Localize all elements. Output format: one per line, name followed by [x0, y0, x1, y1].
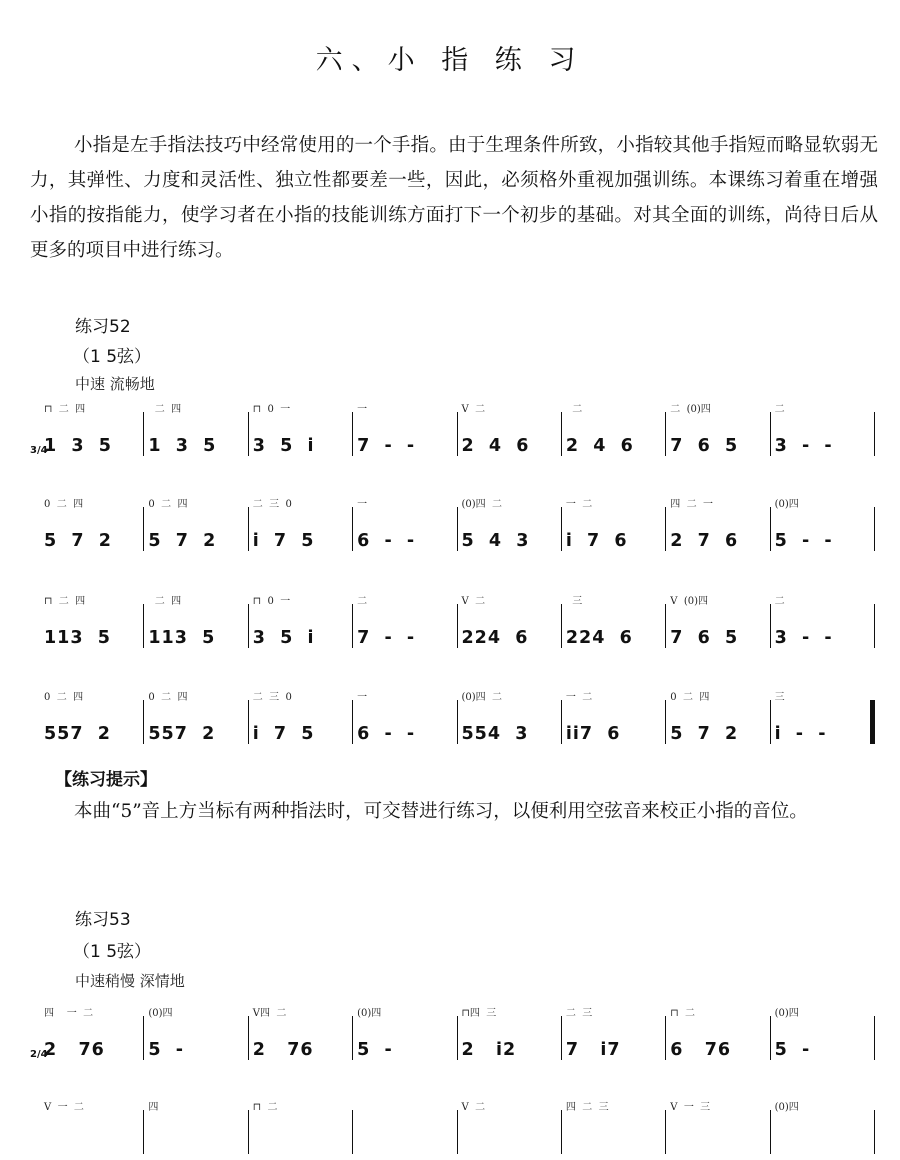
jianpu-notes: 5 7 2 — [44, 531, 112, 551]
fingering-marks: 二 四 — [148, 404, 182, 415]
measure — [562, 402, 666, 462]
measure — [353, 594, 457, 654]
measure — [144, 402, 248, 462]
fingering-marks: V (0)四 — [670, 596, 708, 607]
jianpu-notes: 7 - - — [357, 436, 416, 456]
exercise-53-tempo: 中速稍慢 深情地 — [75, 972, 185, 990]
measure — [353, 402, 457, 462]
fingering-marks: 二 三 0 — [252, 499, 292, 510]
bar-line — [874, 604, 875, 648]
fingering-marks: 二 — [357, 596, 368, 607]
jianpu-notes: 2 76 — [44, 1040, 105, 1060]
fingering-marks: 0 二 四 — [44, 692, 84, 703]
fingering-marks: ⊓ 二 四 — [44, 404, 86, 415]
jianpu-notes: 113 5 — [148, 628, 216, 648]
ex52-staff — [30, 690, 875, 750]
measure — [458, 1100, 562, 1160]
jianpu-notes: 2 i2 — [461, 1040, 517, 1060]
exercise-53-strings: （1 5弦） — [73, 942, 152, 962]
jianpu-notes: 3 5 i — [252, 628, 315, 648]
measure — [666, 594, 770, 654]
fingering-marks: 四 — [148, 1102, 159, 1113]
fingering-marks: (0)四 — [774, 1008, 799, 1019]
measure — [458, 690, 562, 750]
fingering-marks: (0)四 — [774, 499, 799, 510]
fingering-marks: (0)四 二 — [461, 499, 503, 510]
fingering-marks: 三 — [565, 596, 583, 607]
bar-line — [874, 1110, 875, 1154]
jianpu-notes: 554 3 — [461, 724, 529, 744]
measure — [249, 1100, 353, 1160]
measure — [458, 594, 562, 654]
measure — [562, 690, 666, 750]
jianpu-notes: 2 76 — [252, 1040, 314, 1060]
jianpu-notes: 5 - — [774, 1040, 811, 1060]
fingering-marks: V 一 三 — [670, 1102, 711, 1113]
fingering-marks: 0 二 四 — [148, 692, 188, 703]
fingering-marks: V四 二 — [252, 1008, 287, 1019]
measure — [353, 497, 457, 557]
measure — [144, 1100, 248, 1160]
jianpu-notes: 5 - — [148, 1040, 184, 1060]
measure — [771, 402, 875, 462]
measure — [249, 1006, 353, 1066]
hint-heading: 【练习提示】 — [55, 770, 157, 790]
fingering-marks: ⊓ 0 一 — [252, 596, 291, 607]
fingering-marks: 0 二 四 — [670, 692, 710, 703]
jianpu-notes: 5 7 2 — [148, 531, 217, 551]
jianpu-notes: 2 4 6 — [565, 436, 634, 456]
ex53-staff — [30, 1006, 875, 1066]
jianpu-notes: 6 76 — [670, 1040, 732, 1060]
hint-text: 本曲“5”音上方当标有两种指法时，可交替进行练习，以便利用空弦音来校正小指的音位。 — [74, 801, 808, 822]
jianpu-notes: 5 - - — [774, 531, 833, 551]
jianpu-notes: 7 - - — [357, 628, 416, 648]
measure — [40, 594, 144, 654]
measure — [666, 690, 770, 750]
fingering-marks: 0 二 四 — [44, 499, 84, 510]
ex52-staff — [30, 594, 875, 654]
bar-line — [874, 507, 875, 551]
measure — [40, 497, 144, 557]
measure — [666, 497, 770, 557]
fingering-marks: 一 二 — [565, 499, 593, 510]
jianpu-notes: 3 - - — [774, 436, 833, 456]
jianpu-notes: i - - — [774, 724, 827, 744]
fingering-marks: ⊓四 三 — [461, 1008, 497, 1019]
jianpu-notes: 113 5 — [44, 628, 111, 648]
page-title: 六、小 指 练 习 — [315, 45, 585, 76]
fingering-marks: 一 — [357, 499, 368, 510]
measure — [562, 1100, 666, 1160]
jianpu-notes: 5 4 3 — [461, 531, 530, 551]
jianpu-notes: 5 7 2 — [670, 724, 739, 744]
measure — [666, 402, 770, 462]
fingering-marks: 四 二 三 — [565, 1102, 609, 1113]
fingering-marks: V 二 — [461, 404, 486, 415]
time-signature: 2/4 — [30, 1049, 48, 1060]
fingering-marks: (0)四 — [774, 1102, 799, 1113]
measure — [771, 1100, 875, 1160]
jianpu-notes: 224 6 — [461, 628, 529, 648]
bar-line — [874, 1016, 875, 1060]
jianpu-notes: 7 6 5 — [670, 436, 739, 456]
jianpu-notes: 6 - - — [357, 724, 416, 744]
measure — [144, 690, 248, 750]
jianpu-notes: 1 3 5 — [44, 436, 112, 456]
jianpu-notes: 1 3 5 — [148, 436, 217, 456]
measure — [666, 1100, 770, 1160]
fingering-marks: ⊓ 0 一 — [252, 404, 291, 415]
fingering-marks: V 二 — [461, 596, 486, 607]
measure — [249, 497, 353, 557]
measure — [458, 1006, 562, 1066]
measure — [144, 497, 248, 557]
fingering-marks: ⊓ 二 — [252, 1102, 278, 1113]
jianpu-notes: 557 2 — [148, 724, 216, 744]
measure — [458, 402, 562, 462]
jianpu-notes: 2 4 6 — [461, 436, 530, 456]
jianpu-notes: i 7 5 — [252, 531, 315, 551]
exercise-53-title: 练习53 — [75, 910, 131, 930]
measure — [40, 402, 144, 462]
fingering-marks: 一 二 — [565, 692, 593, 703]
measure — [353, 690, 457, 750]
measure — [562, 1006, 666, 1066]
measure — [562, 594, 666, 654]
jianpu-notes: 6 - - — [357, 531, 416, 551]
measure — [40, 1006, 144, 1066]
fingering-marks: (0)四 — [357, 1008, 382, 1019]
measure — [40, 1100, 144, 1160]
bar-line — [874, 412, 875, 456]
jianpu-notes: 5 - — [357, 1040, 393, 1060]
measure — [249, 402, 353, 462]
fingering-marks: 二 — [565, 404, 583, 415]
measure — [353, 1100, 457, 1160]
intro-paragraph: 小指是左手指法技巧中经常使用的一个手指。由于生理条件所致，小指较其他手指短而略显软弱无力，其弹性、力度和灵活性、独立性都要差一些，因此，必须格外重视加强训练。本课练习着重在增强小指的按指能力，使学习者在小指的技能训练方面打下一个初步的基础。对其全面的训练，尚待日后从更多的项目中进行练习。 — [30, 135, 878, 261]
ex53-staff — [30, 1100, 875, 1160]
fingering-marks: ⊓ 二 四 — [44, 596, 86, 607]
jianpu-notes: ii7 6 — [565, 724, 621, 744]
measure — [562, 497, 666, 557]
fingering-marks: (0)四 二 — [461, 692, 503, 703]
measure — [353, 1006, 457, 1066]
measure — [771, 1006, 875, 1066]
bar-line — [870, 700, 875, 744]
time-signature: 3/4 — [30, 445, 48, 456]
measure — [144, 594, 248, 654]
jianpu-notes: 3 - - — [774, 628, 833, 648]
exercise-52-tempo: 中速 流畅地 — [75, 375, 155, 393]
measure — [771, 690, 875, 750]
measure — [771, 497, 875, 557]
measure — [249, 594, 353, 654]
fingering-marks: 一 — [357, 692, 368, 703]
jianpu-notes: 2 7 6 — [670, 531, 739, 551]
jianpu-notes: 7 6 5 — [670, 628, 739, 648]
measure — [40, 690, 144, 750]
measure — [249, 690, 353, 750]
jianpu-notes: 7 i7 — [565, 1040, 621, 1060]
ex52-staff — [30, 497, 875, 557]
measure — [144, 1006, 248, 1066]
jianpu-notes: i 7 5 — [252, 724, 315, 744]
fingering-marks: 二 三 0 — [252, 692, 292, 703]
fingering-marks: 0 二 四 — [148, 499, 188, 510]
fingering-marks: V 二 — [461, 1102, 486, 1113]
jianpu-notes: 557 2 — [44, 724, 111, 744]
fingering-marks: 二 三 — [565, 1008, 593, 1019]
exercise-52-strings: （1 5弦） — [73, 347, 152, 367]
fingering-marks: 二 — [774, 404, 785, 415]
measure — [666, 1006, 770, 1066]
fingering-marks: 二 — [774, 596, 785, 607]
fingering-marks: (0)四 — [148, 1008, 173, 1019]
fingering-marks: 二 (0)四 — [670, 404, 711, 415]
fingering-marks: V 一 二 — [44, 1102, 84, 1113]
fingering-marks: ⊓ 二 — [670, 1008, 695, 1019]
measure — [771, 594, 875, 654]
fingering-marks: 四 二 一 — [670, 499, 713, 510]
jianpu-notes: 224 6 — [565, 628, 633, 648]
measure — [458, 497, 562, 557]
jianpu-notes: 3 5 i — [252, 436, 315, 456]
exercise-52-title: 练习52 — [75, 317, 131, 337]
ex52-staff — [30, 402, 875, 462]
fingering-marks: 二 四 — [148, 596, 182, 607]
jianpu-notes: i 7 6 — [565, 531, 628, 551]
fingering-marks: 四 一 二 — [44, 1008, 94, 1019]
fingering-marks: 三 — [774, 692, 785, 703]
fingering-marks: 一 — [357, 404, 368, 415]
